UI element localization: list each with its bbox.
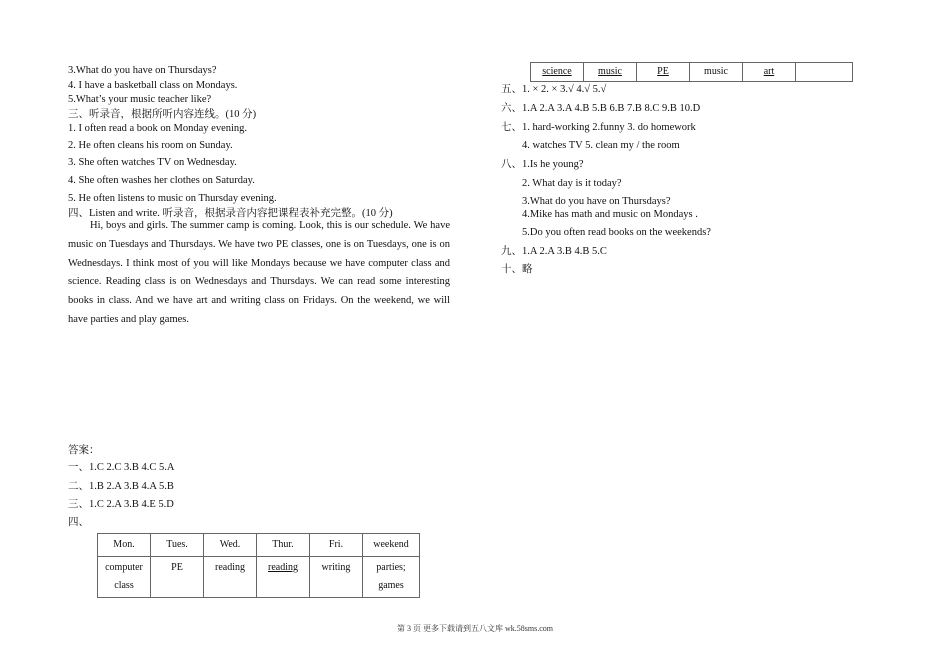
schedule-table bbox=[97, 533, 420, 598]
answers-title: 答案： bbox=[68, 445, 100, 456]
top-cell-1 bbox=[531, 63, 584, 82]
top-cell-6 bbox=[796, 63, 853, 82]
answer-section-6: 六、1.A 2.A 3.A 4.B 5.B 6.B 7.B 8.C 9.B 10.D bbox=[501, 103, 701, 114]
section-4-heading: 四、Listen and write. 听录音，根据录音内容把课程表补充完整。(10 分) bbox=[68, 208, 393, 219]
question-line-4: 4. I have a basketball class on Mondays. bbox=[68, 80, 238, 91]
schedule-cell-mon-line-1: computer bbox=[105, 562, 143, 573]
answer-section-8-item-1: 八、1.Is he young? bbox=[501, 159, 584, 170]
top-cell-5-text: art bbox=[763, 66, 775, 77]
top-cell-3-text: PE bbox=[657, 66, 669, 77]
answer-section-8-item-3: 3.What do you have on Thursdays? bbox=[522, 196, 671, 207]
schedule-body-row bbox=[98, 557, 420, 598]
schedule-header-thur: Thur. bbox=[257, 534, 310, 557]
schedule-cell-fri: writing bbox=[310, 557, 363, 598]
schedule-cell-weekend-line-2: games bbox=[378, 580, 404, 591]
listening-passage-text: Hi, boys and girls. The summer camp is coming. Look, this is our schedule. We have music on Tuesdays and Thursdays. We have two PE classes, one is on Tuesdays, one is on Wednesdays. I think most of you will like Mondays because we have computer class and science. Reading class is on Wednesdays and Thursdays. We can read some interesting books in class. And we have art and writing class on Fridays. On the weekend, we will have parties and play games. bbox=[68, 220, 450, 325]
section-3-item-5: 5. He often listens to music on Thursday evening. bbox=[68, 193, 277, 204]
top-cell-1-text: science bbox=[542, 66, 572, 77]
section-3-item-3: 3. She often watches TV on Wednesday. bbox=[68, 157, 237, 168]
section-3-heading: 三、听录音，根据所听内容连线。(10 分) bbox=[68, 109, 257, 120]
answer-section-7-line-2: 4. watches TV 5. clean my / the room bbox=[522, 140, 680, 151]
top-answer-row bbox=[531, 63, 853, 82]
schedule-cell-mon-line-2: class bbox=[114, 580, 134, 591]
schedule-cell-weekend bbox=[363, 557, 420, 598]
section-3-item-4: 4. She often washes her clothes on Saturday. bbox=[68, 175, 255, 186]
top-cell-2-text: music bbox=[598, 66, 622, 77]
schedule-cell-thur bbox=[257, 557, 310, 598]
schedule-header-fri: Fri. bbox=[310, 534, 363, 557]
schedule-header-tues: Tues. bbox=[151, 534, 204, 557]
answer-section-8-item-5: 5.Do you often read books on the weekends? bbox=[522, 227, 711, 238]
listening-passage bbox=[68, 217, 450, 330]
schedule-header-wed: Wed. bbox=[204, 534, 257, 557]
section-3-item-2: 2. He often cleans his room on Sunday. bbox=[68, 140, 233, 151]
top-cell-4: music bbox=[690, 63, 743, 82]
schedule-cell-weekend-line-1: parties; bbox=[376, 562, 406, 573]
question-line-5: 5.What’s your music teacher like? bbox=[68, 94, 212, 105]
answer-line-3: 三、1.C 2.A 3.B 4.E 5.D bbox=[68, 499, 174, 510]
schedule-header-weekend: weekend bbox=[363, 534, 420, 557]
schedule-cell-thur-text: reading bbox=[268, 562, 298, 573]
top-answer-table bbox=[530, 62, 853, 82]
answer-line-1: 一、1.C 2.C 3.B 4.C 5.A bbox=[68, 462, 175, 473]
schedule-cell-wed: reading bbox=[204, 557, 257, 598]
answer-section-9: 九、1.A 2.A 3.B 4.B 5.C bbox=[501, 246, 607, 257]
top-cell-2 bbox=[584, 63, 637, 82]
schedule-cell-mon bbox=[98, 557, 151, 598]
answer-section-5: 五、1. × 2. × 3.√ 4.√ 5.√ bbox=[501, 84, 607, 95]
top-cell-5 bbox=[743, 63, 796, 82]
answer-section-7-line-1: 七、1. hard-working 2.funny 3. do homework bbox=[501, 122, 696, 133]
answer-line-4: 四、 bbox=[68, 517, 89, 528]
answer-section-10: 十、略 bbox=[501, 264, 533, 275]
answer-section-8-item-4: 4.Mike has math and music on Mondays . bbox=[522, 209, 698, 220]
section-3-item-1: 1. I often read a book on Monday evening. bbox=[68, 123, 248, 134]
schedule-cell-tues: PE bbox=[151, 557, 204, 598]
schedule-header-mon: Mon. bbox=[98, 534, 151, 557]
answer-section-8-item-2: 2. What day is it today? bbox=[522, 178, 622, 189]
answer-line-2: 二、1.B 2.A 3.B 4.A 5.B bbox=[68, 481, 174, 492]
top-cell-3 bbox=[637, 63, 690, 82]
schedule-header-row bbox=[98, 534, 420, 557]
question-line-3: 3.What do you have on Thursdays? bbox=[68, 65, 217, 76]
page-footer: 第 3 页 更多下载请到五八文库 wk.58sms.com bbox=[397, 624, 553, 633]
